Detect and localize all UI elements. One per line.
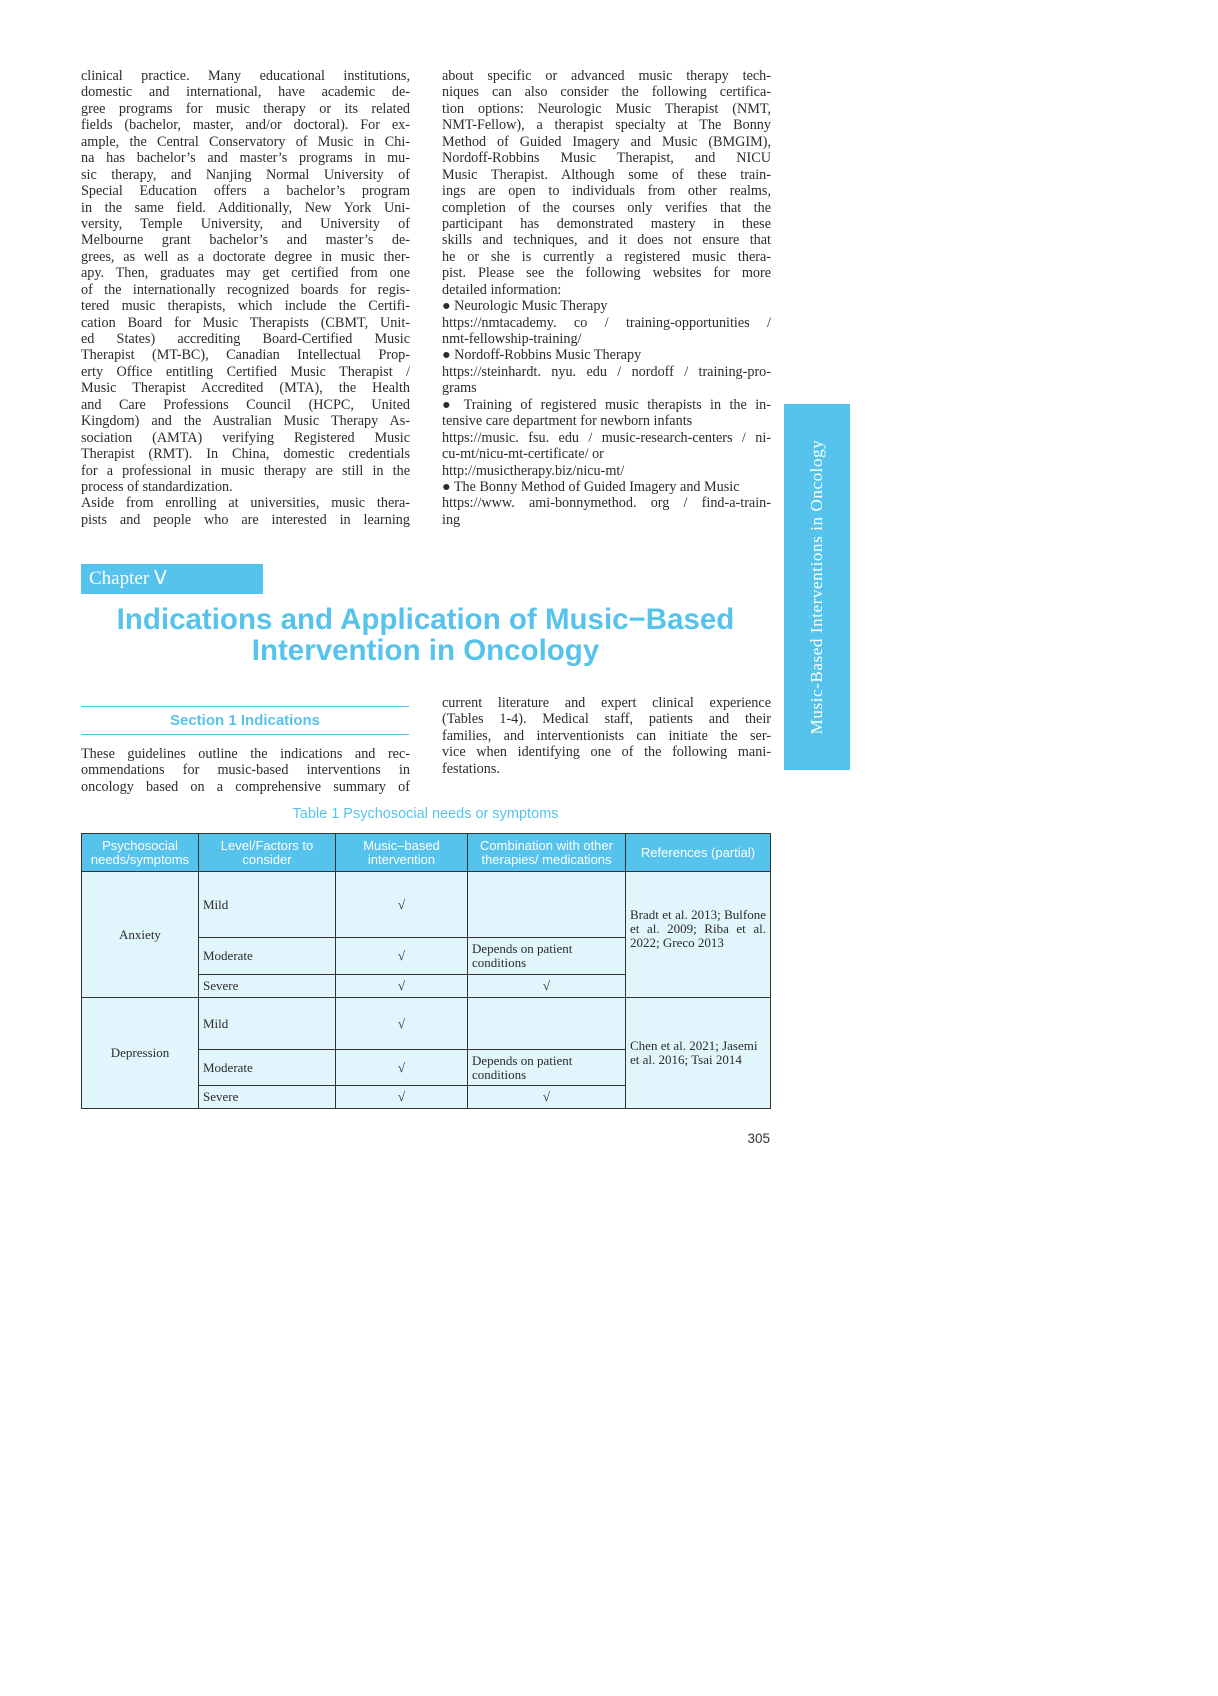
body-text-right-column — [442, 68, 771, 528]
text-line: nmt-fellowship-training/ — [442, 331, 582, 347]
text-line: grams — [442, 380, 477, 397]
text-line: ● The Bonny Method of Guided Imagery and Music — [442, 478, 740, 495]
header-cell: References (partial) — [626, 834, 771, 872]
table-header-row — [82, 834, 771, 872]
text-line: niques can also consider the following certifica- — [442, 84, 771, 101]
text-line: detailed information: — [442, 281, 562, 298]
text-line: tered music therapists, which include the Certifi- — [81, 298, 410, 315]
level-cell: Moderate — [199, 938, 336, 975]
symptom-cell: Anxiety — [82, 872, 199, 998]
combination-cell: √ — [468, 1086, 626, 1109]
text-line: These guidelines outline the indications and rec- — [81, 746, 410, 762]
music-intervention-cell: √ — [336, 1086, 468, 1109]
music-intervention-cell: √ — [336, 998, 468, 1050]
combination-cell: Depends on patient conditions — [468, 1050, 626, 1086]
text-line: ing — [442, 511, 461, 528]
text-line: apy. Then, graduates may get certified from one — [81, 265, 410, 282]
chapter-side-tab — [784, 404, 850, 770]
table-caption: Table 1 Psychosocial needs or symptoms — [292, 806, 559, 822]
text-line: https://music. fsu. edu / music-research-centers / ni- — [442, 429, 771, 446]
text-line: he or she is currently a registered music thera- — [442, 248, 771, 265]
text-line: ommendations for music-based interventions in — [81, 762, 410, 779]
intro-text-left — [81, 746, 410, 795]
text-line: ings are open to individuals from other realms, — [442, 183, 771, 200]
text-line: ● Training of registered music therapists in the in- — [442, 396, 771, 413]
text-line: ● Neurologic Music Therapy — [442, 298, 608, 315]
symptom-cell: Depression — [82, 998, 199, 1109]
combination-cell: √ — [468, 975, 626, 998]
header-cell: Psychosocial needs/symptoms — [82, 834, 199, 872]
text-line: versity, Temple University, and University of — [81, 215, 410, 232]
text-line: completion of the courses only verifies that the — [442, 199, 771, 216]
text-line: Aside from enrolling at universities, music thera- — [81, 495, 410, 512]
text-line: tion options: Neurologic Music Therapist (NMT, — [442, 100, 771, 117]
text-line: https://nmtacademy. co / training-opportunities / — [442, 314, 771, 331]
text-line: https://www. ami-bonnymethod. org / find-a-train- — [442, 495, 771, 512]
text-line: cation Board for Music Therapists (CBMT, Unit- — [81, 314, 410, 331]
references-cell: Chen et al. 2021; Jasemi et al. 2016; Tsai 2014 — [626, 998, 771, 1109]
text-line: Method of Guided Imagery and Music (BMGIM), — [442, 133, 771, 150]
side-tab-label: Music-Based Interventions in Oncology — [807, 439, 826, 735]
combination-cell — [468, 872, 626, 938]
level-cell: Moderate — [199, 1050, 336, 1086]
text-line: in the same field. Additionally, New York Uni- — [81, 199, 410, 216]
text-line: participant has demonstrated mastery in these — [442, 215, 771, 232]
text-line: ● Nordoff-Robbins Music Therapy — [442, 347, 642, 364]
text-line: Music Therapist. Although some of these train- — [442, 166, 771, 183]
text-line: sic therapy, and Nanjing Normal University of — [81, 166, 410, 183]
text-line: Therapist (RMT). In China, domestic credentials — [81, 446, 410, 463]
text-line: tensive care department for newborn infants — [442, 413, 693, 430]
text-line: vice when identifying one of the following mani- — [442, 744, 771, 761]
text-line: http://musictherapy.biz/nicu-mt/ — [442, 462, 625, 479]
music-intervention-cell: √ — [336, 975, 468, 998]
music-intervention-cell: √ — [336, 872, 468, 938]
music-intervention-cell: √ — [336, 938, 468, 975]
text-line: sociation (AMTA) verifying Registered Music — [81, 429, 410, 446]
text-line: about specific or advanced music therapy tech- — [442, 68, 771, 84]
text-line: cu-mt/nicu-mt-certificate/ or — [442, 446, 604, 463]
level-cell: Mild — [199, 998, 336, 1050]
text-line: gree programs for music therapy or its related — [81, 100, 410, 117]
header-cell: Music–based intervention — [336, 834, 468, 872]
table-row — [82, 872, 771, 938]
intro-text-right — [442, 695, 771, 777]
text-line: families, and interventionists can initiate the ser- — [442, 727, 771, 744]
text-line: erty Office entitling Certified Music Therapist / — [81, 363, 410, 380]
psychosocial-needs-table — [81, 833, 771, 1109]
page-number: 305 — [747, 1131, 770, 1146]
music-intervention-cell: √ — [336, 1050, 468, 1086]
chapter-label: Chapter Ⅴ — [81, 564, 263, 594]
text-line: fields (bachelor, master, and/or doctoral). For ex- — [81, 117, 410, 134]
text-line: grees, as well as a doctorate degree in music ther- — [81, 248, 410, 265]
body-text-left-column — [81, 68, 410, 528]
combination-cell — [468, 998, 626, 1050]
text-line: NMT-Fellow), a therapist specialty at The Bonny — [442, 117, 771, 134]
text-line: Melbourne grant bachelor’s and master’s de- — [81, 232, 410, 249]
text-line: pists and people who are interested in learning — [81, 511, 410, 528]
text-line: https://steinhardt. nyu. edu / nordoff / training-pro- — [442, 363, 771, 380]
section-heading: Section 1 Indications — [81, 706, 409, 735]
level-cell: Mild — [199, 872, 336, 938]
text-line: and Care Professions Council (HCPC, United — [81, 396, 410, 413]
chapter-title: Indications and Application of Music−Based Intervention in Oncology — [116, 603, 735, 667]
text-line: festations. — [442, 760, 500, 777]
text-line: Nordoff-Robbins Music Therapist, and NICU — [442, 150, 771, 167]
text-line: ample, the Central Conservatory of Music in Chi- — [81, 133, 410, 150]
combination-cell: Depends on patient conditions — [468, 938, 626, 975]
header-cell: Combination with other therapies/ medications — [468, 834, 626, 872]
text-line: Kingdom) and the Australian Music Therapy As- — [81, 413, 410, 430]
level-cell: Severe — [199, 975, 336, 998]
text-line: for a professional in music therapy are still in the — [81, 462, 410, 479]
text-line: domestic and international, have academic de- — [81, 84, 410, 101]
text-line: current literature and expert clinical experience — [442, 695, 771, 711]
text-line: pist. Please see the following websites for more — [442, 265, 771, 282]
text-line: Music Therapist Accredited (MTA), the Health — [81, 380, 410, 397]
level-cell: Severe — [199, 1086, 336, 1109]
table-row — [82, 998, 771, 1050]
text-line: oncology based on a comprehensive summary of — [81, 778, 410, 795]
header-cell: Level/Factors to consider — [199, 834, 336, 872]
text-line: of the internationally recognized boards for regis- — [81, 281, 410, 298]
text-line: process of standardization. — [81, 478, 233, 495]
text-line: skills and techniques, and it does not ensure that — [442, 232, 771, 249]
text-line: (Tables 1-4). Medical staff, patients and their — [442, 711, 771, 728]
text-line: Therapist (MT-BC), Canadian Intellectual Prop- — [81, 347, 410, 364]
text-line: clinical practice. Many educational institutions, — [81, 68, 410, 84]
text-line: ed States) accrediting Board-Certified Music — [81, 331, 410, 347]
references-cell: Bradt et al. 2013; Bulfone et al. 2009; Riba et al. 2022; Greco 2013 — [626, 872, 771, 998]
text-line: na has bachelor’s and master’s programs in mu- — [81, 150, 410, 167]
text-line: Special Education offers a bachelor’s program — [81, 183, 410, 200]
